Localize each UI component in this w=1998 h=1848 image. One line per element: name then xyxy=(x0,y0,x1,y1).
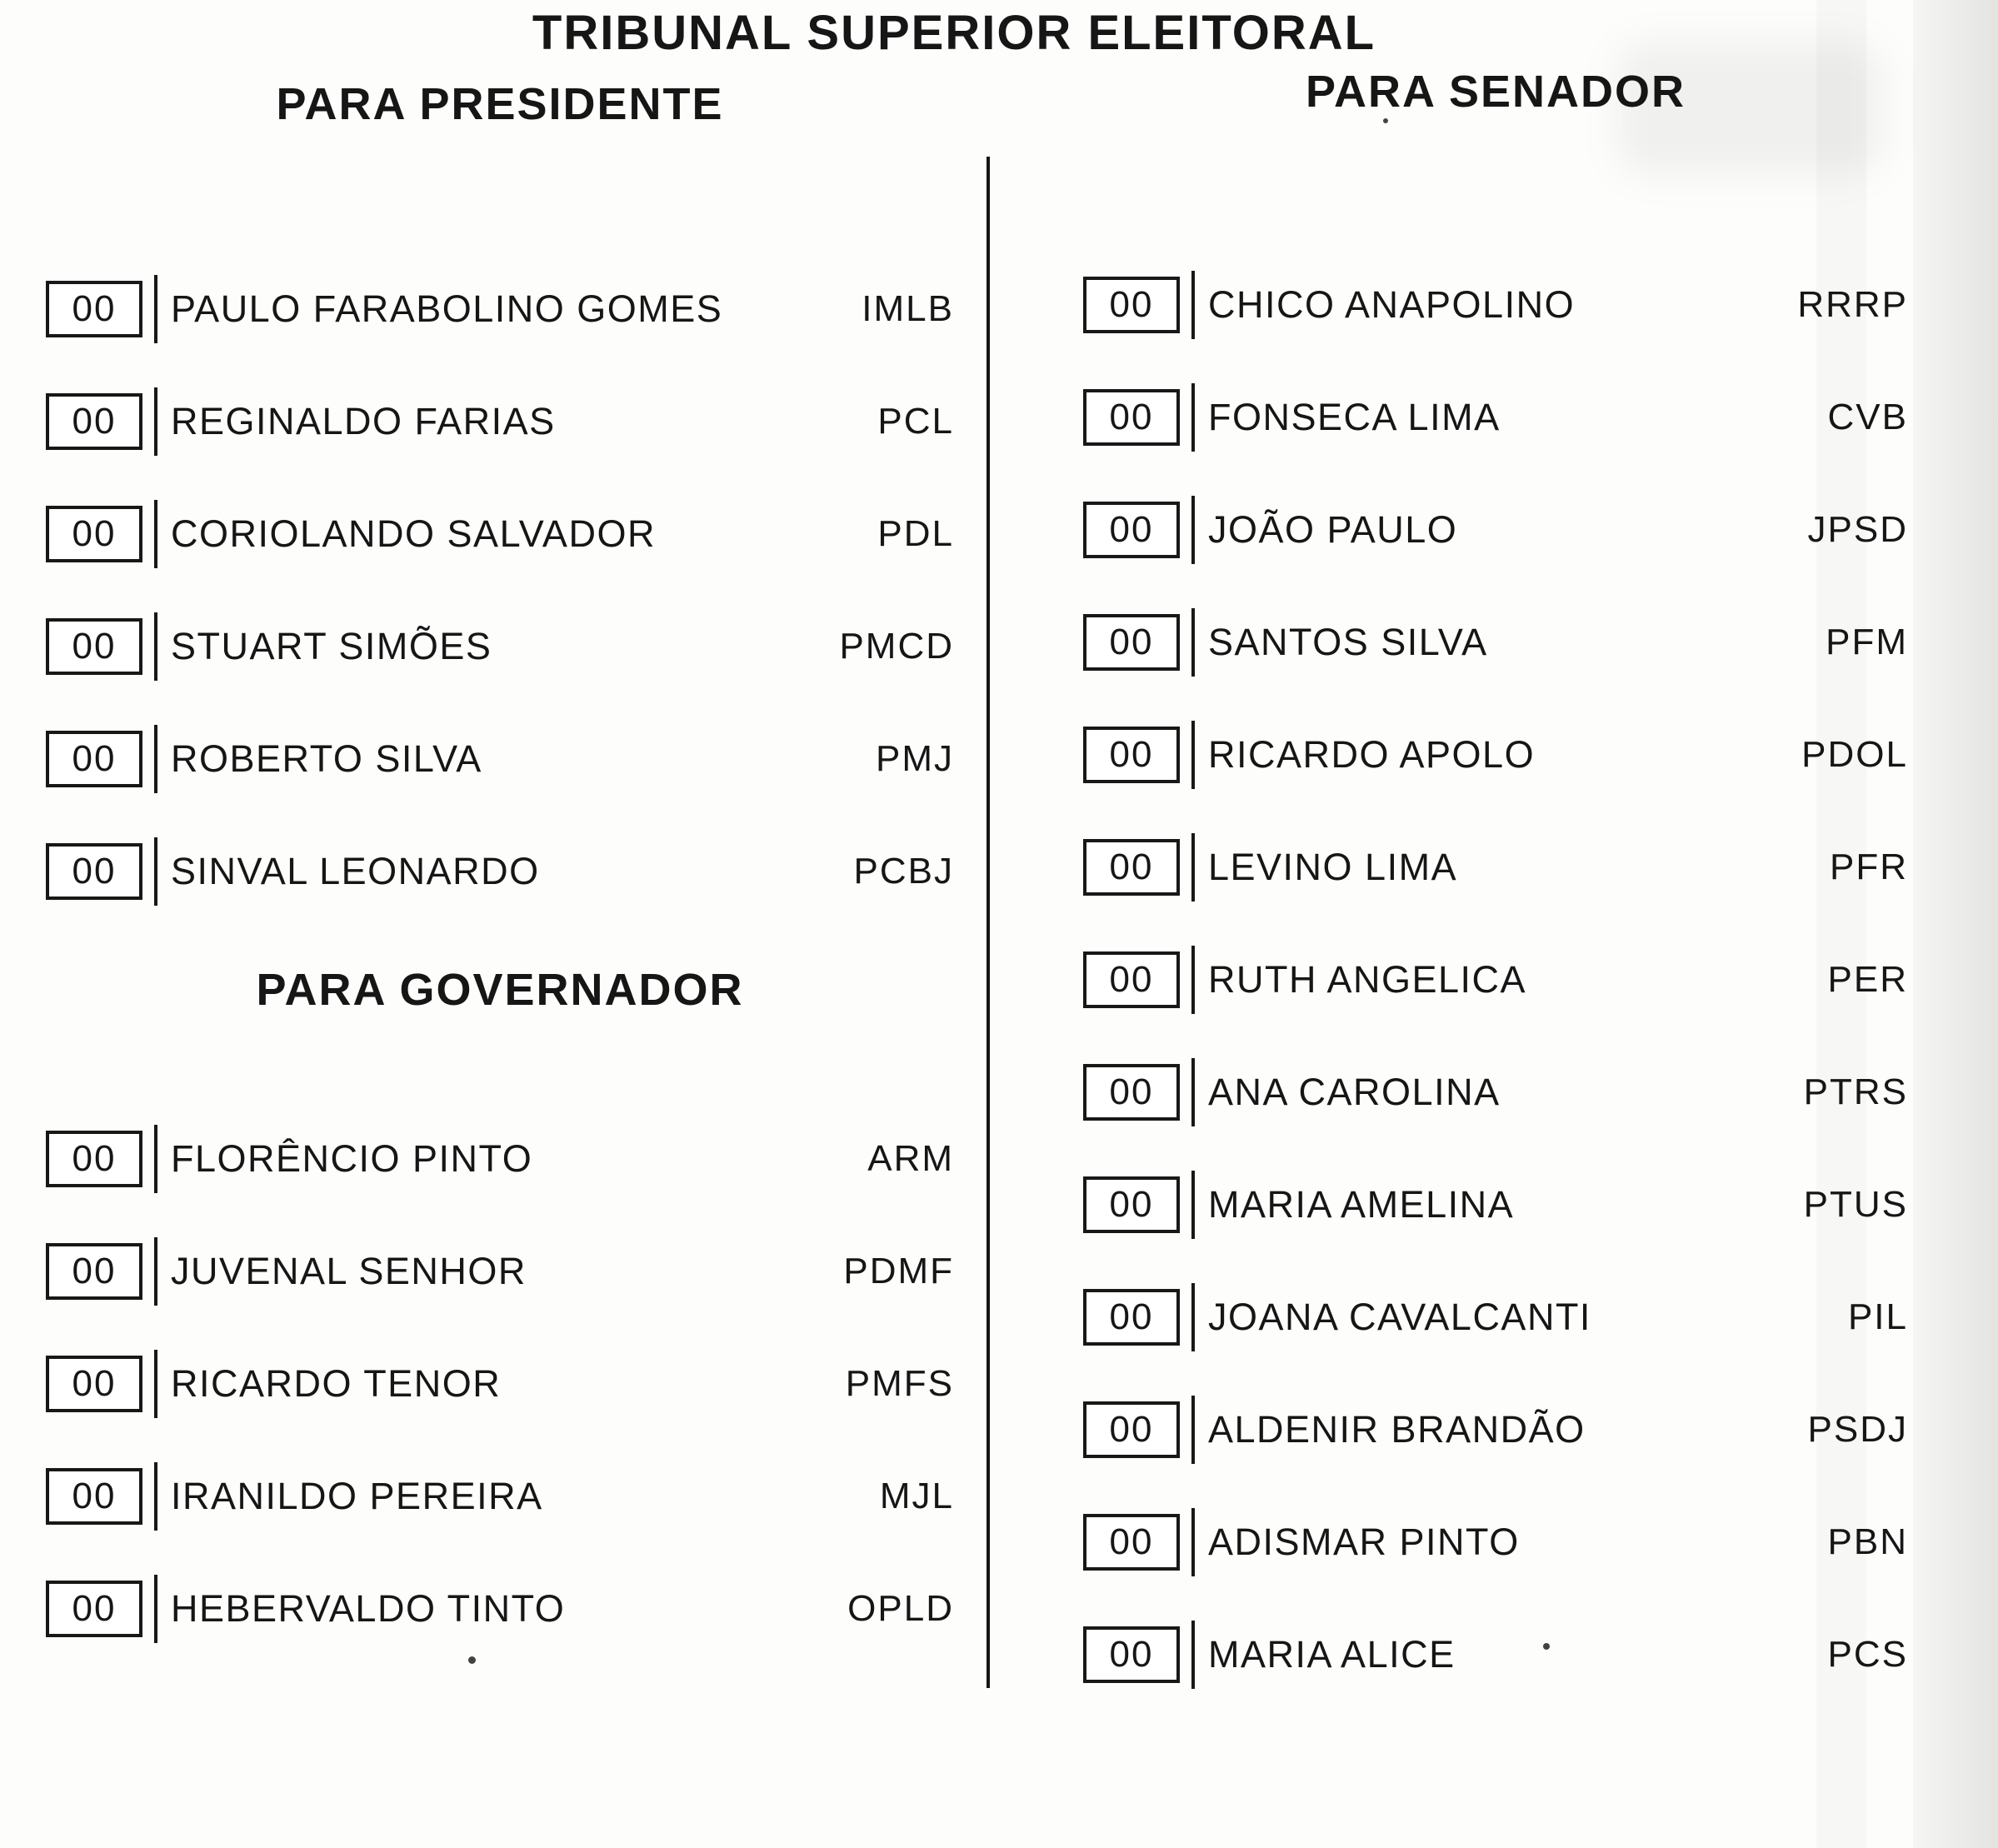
party-code: PTRS xyxy=(1803,1071,1908,1112)
candidate-row xyxy=(1083,586,1908,698)
candidate-name: STUART SIMÕES xyxy=(171,624,492,667)
candidate-row xyxy=(1083,473,1908,586)
candidate-number: 00 xyxy=(72,287,117,329)
candidate-list-governador xyxy=(46,1102,954,1665)
party-code: PCL xyxy=(877,400,954,442)
candidate-list-senador xyxy=(1083,248,1908,1711)
candidate-number: 00 xyxy=(1109,733,1154,775)
tick-line xyxy=(1191,271,1195,339)
candidate-row xyxy=(46,702,954,815)
candidate-number-box xyxy=(46,618,142,675)
candidate-number: 00 xyxy=(1109,1071,1154,1112)
candidate-name: ANA CAROLINA xyxy=(1208,1070,1501,1113)
candidate-row xyxy=(1083,1373,1908,1486)
party-code: PFR xyxy=(1830,846,1908,887)
party-code: RRRP xyxy=(1797,283,1908,325)
column-divider-line xyxy=(987,157,990,1688)
party-code: PDOL xyxy=(1801,733,1908,775)
candidate-name: JOÃO PAULO xyxy=(1208,507,1458,551)
candidate-number-box xyxy=(1083,1401,1180,1458)
candidate-number-box xyxy=(46,731,142,787)
candidate-row xyxy=(46,365,954,477)
candidate-number: 00 xyxy=(1109,1633,1154,1675)
party-code: JPSD xyxy=(1807,508,1908,550)
candidate-number-box xyxy=(46,281,142,337)
tick-line xyxy=(1191,608,1195,677)
candidate-number: 00 xyxy=(1109,283,1154,325)
candidate-number: 00 xyxy=(72,1475,117,1516)
party-code: CVB xyxy=(1827,396,1908,437)
candidate-number: 00 xyxy=(1109,621,1154,662)
candidate-row xyxy=(1083,248,1908,361)
candidate-row xyxy=(1083,1148,1908,1261)
party-code: OPLD xyxy=(847,1587,954,1629)
candidate-number: 00 xyxy=(1109,1296,1154,1337)
party-code: MJL xyxy=(879,1475,954,1516)
party-code: PMJ xyxy=(876,737,954,779)
right-column xyxy=(1083,67,1908,1711)
candidate-number: 00 xyxy=(72,1250,117,1291)
scan-artifact-band xyxy=(1913,0,1998,1848)
candidate-name: ROBERTO SILVA xyxy=(171,737,482,780)
candidate-row xyxy=(1083,1598,1908,1711)
candidate-row xyxy=(46,252,954,365)
candidate-number-box xyxy=(1083,1064,1180,1121)
tick-line xyxy=(1191,496,1195,564)
tick-line xyxy=(1191,721,1195,789)
tick-line xyxy=(154,275,157,343)
party-code: PTUS xyxy=(1803,1183,1908,1225)
candidate-row xyxy=(46,590,954,702)
candidate-row xyxy=(46,1327,954,1440)
tick-line xyxy=(154,1575,157,1643)
tick-line xyxy=(154,1350,157,1418)
candidate-number: 00 xyxy=(72,1137,117,1179)
candidate-number-box xyxy=(1083,614,1180,671)
candidate-row xyxy=(46,1552,954,1665)
candidate-number: 00 xyxy=(72,625,117,667)
candidate-number: 00 xyxy=(1109,508,1154,550)
candidate-name: JOANA CAVALCANTI xyxy=(1208,1295,1591,1338)
candidate-name: PAULO FARABOLINO GOMES xyxy=(171,287,723,330)
candidate-number-box xyxy=(1083,1176,1180,1233)
party-code: PDMF xyxy=(843,1250,954,1291)
candidate-row xyxy=(46,1440,954,1552)
party-code: PIL xyxy=(1847,1296,1908,1337)
candidate-name: CHICO ANAPOLINO xyxy=(1208,282,1576,326)
candidate-number: 00 xyxy=(1109,396,1154,437)
party-code: PER xyxy=(1827,958,1908,1000)
candidate-number-box xyxy=(1083,1514,1180,1571)
candidate-number-box xyxy=(1083,1289,1180,1346)
candidate-name: CORIOLANDO SALVADOR xyxy=(171,512,656,555)
left-column xyxy=(46,79,954,1665)
candidate-row xyxy=(1083,923,1908,1036)
candidate-row xyxy=(1083,1036,1908,1148)
candidate-number-box xyxy=(46,393,142,450)
tick-line xyxy=(154,1125,157,1193)
tick-line xyxy=(1191,1171,1195,1239)
candidate-name: IRANILDO PEREIRA xyxy=(171,1474,543,1517)
candidate-name: ALDENIR BRANDÃO xyxy=(1208,1407,1586,1451)
candidate-name: FLORÊNCIO PINTO xyxy=(171,1136,533,1180)
tick-line xyxy=(154,1462,157,1531)
candidate-name: JUVENAL SENHOR xyxy=(171,1249,527,1292)
candidate-number-box xyxy=(1083,951,1180,1008)
candidate-name: RICARDO TENOR xyxy=(171,1361,502,1405)
candidate-name: REGINALDO FARIAS xyxy=(171,399,556,442)
candidate-row xyxy=(46,477,954,590)
candidate-number-box xyxy=(1083,277,1180,333)
candidate-number: 00 xyxy=(1109,1408,1154,1450)
section-heading-governador: PARA GOVERNADOR xyxy=(256,965,744,1015)
candidate-name: LEVINO LIMA xyxy=(1208,845,1458,888)
candidate-number-box xyxy=(46,1581,142,1637)
party-code: IMLB xyxy=(862,287,954,329)
tick-line xyxy=(1191,1396,1195,1464)
tick-line xyxy=(154,837,157,906)
candidate-name: FONSECA LIMA xyxy=(1208,395,1501,438)
tick-line xyxy=(1191,1508,1195,1576)
candidate-number: 00 xyxy=(1109,1521,1154,1562)
section-heading-senador: PARA SENADOR xyxy=(1305,67,1686,117)
candidate-number-box xyxy=(1083,1626,1180,1683)
candidate-number-box xyxy=(46,506,142,562)
party-code: PMCD xyxy=(839,625,954,667)
candidate-number: 00 xyxy=(1109,1183,1154,1225)
tick-line xyxy=(1191,1621,1195,1689)
tick-line xyxy=(154,387,157,456)
candidate-number: 00 xyxy=(1109,958,1154,1000)
party-code: PCS xyxy=(1827,1633,1908,1675)
candidate-number-box xyxy=(46,1468,142,1525)
candidate-number-box xyxy=(1083,727,1180,783)
candidate-name: SINVAL LEONARDO xyxy=(171,849,540,892)
candidate-number-box xyxy=(1083,839,1180,896)
candidate-row xyxy=(1083,1261,1908,1373)
candidate-row xyxy=(1083,811,1908,923)
candidate-number-box xyxy=(46,1356,142,1412)
candidate-number: 00 xyxy=(72,850,117,892)
candidate-number-box xyxy=(46,1131,142,1187)
candidate-name: HEBERVALDO TINTO xyxy=(171,1586,566,1630)
candidate-name: MARIA ALICE xyxy=(1208,1632,1456,1676)
candidate-row xyxy=(1083,1486,1908,1598)
candidate-number: 00 xyxy=(72,512,117,554)
candidate-row xyxy=(1083,698,1908,811)
tick-line xyxy=(1191,833,1195,902)
candidate-list-presidente xyxy=(46,252,954,927)
party-code: PBN xyxy=(1827,1521,1908,1562)
tick-line xyxy=(1191,946,1195,1014)
candidate-row xyxy=(46,1215,954,1327)
party-code: PMFS xyxy=(845,1362,954,1404)
candidate-row xyxy=(46,815,954,927)
party-code: PDL xyxy=(877,512,954,554)
candidate-number: 00 xyxy=(72,1587,117,1629)
candidate-number-box xyxy=(1083,502,1180,558)
party-code: PFM xyxy=(1826,621,1908,662)
party-code: PSDJ xyxy=(1807,1408,1908,1450)
tick-line xyxy=(154,725,157,793)
tick-line xyxy=(1191,1283,1195,1351)
tick-line xyxy=(1191,1058,1195,1126)
tick-line xyxy=(154,612,157,681)
candidate-name: SANTOS SILVA xyxy=(1208,620,1488,663)
party-code: PCBJ xyxy=(853,850,954,892)
candidate-name: RICARDO APOLO xyxy=(1208,732,1536,776)
candidate-number: 00 xyxy=(72,737,117,779)
candidate-row xyxy=(46,1102,954,1215)
tick-line xyxy=(1191,383,1195,452)
candidate-number-box xyxy=(1083,389,1180,446)
candidate-number: 00 xyxy=(1109,846,1154,887)
candidate-number-box xyxy=(46,1243,142,1300)
candidate-number-box xyxy=(46,843,142,900)
page-title: TRIBUNAL SUPERIOR ELEITORAL xyxy=(532,6,1376,60)
candidate-name: MARIA AMELINA xyxy=(1208,1182,1515,1226)
candidate-row xyxy=(1083,361,1908,473)
section-heading-presidente: PARA PRESIDENTE xyxy=(276,79,724,129)
candidate-name: ADISMAR PINTO xyxy=(1208,1520,1520,1563)
candidate-number: 00 xyxy=(72,1362,117,1404)
tick-line xyxy=(154,500,157,568)
party-code: ARM xyxy=(867,1137,954,1179)
candidate-number: 00 xyxy=(72,400,117,442)
candidate-name: RUTH ANGELICA xyxy=(1208,957,1527,1001)
tick-line xyxy=(154,1237,157,1306)
